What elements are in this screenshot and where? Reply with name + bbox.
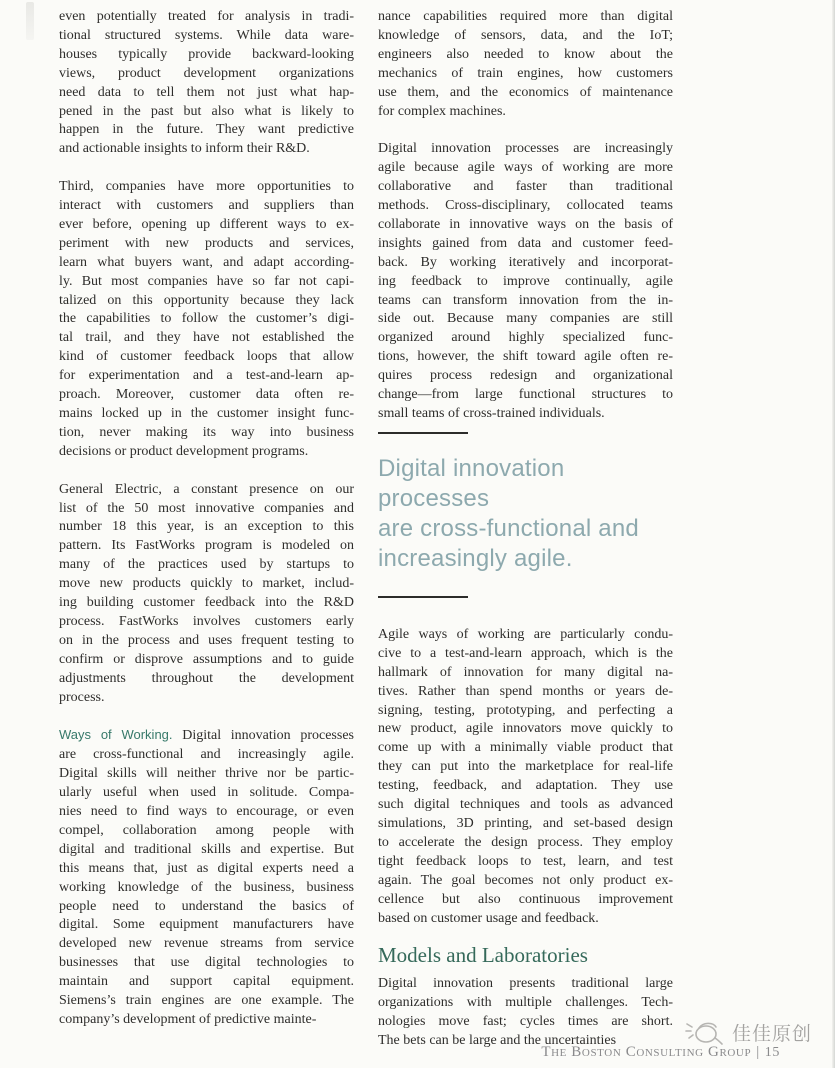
text-line: nance capabilities required more than digital [378, 9, 673, 24]
text-line: pattern. Its FastWorks program is modeled on [59, 538, 354, 554]
page-number: 15 [764, 1045, 780, 1060]
text-line: Third, companies have more opportunities to [59, 179, 354, 195]
text-line: side out. Because many companies are still [378, 311, 673, 327]
text-line: digital and traditional skills and expertise. But [59, 841, 354, 857]
text-line: talized on this opportunity because they lack [59, 292, 354, 308]
text-line: such digital techniques and tools as advanced [378, 797, 673, 813]
text-line: people need to understand the basics of [59, 898, 354, 914]
scan-artifact [26, 2, 34, 40]
publisher-line [541, 1044, 780, 1061]
pull-quote-line: Digital innovation processes [378, 454, 565, 512]
run-in-heading: Ways of Working. [59, 727, 173, 743]
section-heading: Models and Laboratories [378, 943, 588, 968]
text-line: based on customer usage and feedback. [378, 910, 599, 926]
text-line: for experimentation and a test-and-learn ap- [59, 368, 354, 384]
text-line: for complex machines. [378, 103, 506, 119]
text-line: come up with a minimally viable product that [378, 740, 673, 756]
text-line: on in the process and uses frequent testing to [59, 632, 354, 648]
right-column [378, 8, 673, 1051]
text-line: company’s development of predictive mainte- [59, 1011, 317, 1027]
text-line: nies need to find ways to encourage, or even [59, 804, 354, 820]
text-line: list of the 50 most innovative companies and [59, 500, 354, 516]
text-line: change—from large functional structures to [378, 387, 673, 403]
text-line: tives. Rather than spend months or years de- [378, 683, 673, 699]
text-line: new product, agile innovators move quickly to [378, 721, 673, 737]
text-line: the capabilities to follow the customer’s digi- [59, 311, 354, 327]
text-line: ing feedback to improve continually, agile [378, 273, 673, 289]
text-line: Ways of Working. Digital innovation processes [59, 727, 354, 744]
text-line: mains locked up in the customer insight func- [59, 406, 354, 422]
text-line: businesses that use digital technologies to [59, 955, 354, 971]
text-line: developed new revenue streams from service [59, 936, 354, 952]
text-line: collaborate in innovative ways on the basis of [378, 216, 673, 232]
text-line: mechanics of train engines, how customers [378, 65, 673, 81]
right-column-bottom [378, 975, 673, 1051]
text-line: decisions or product development programs. [59, 443, 309, 459]
text-line: ing building customer feedback into the R&D [59, 595, 354, 611]
text-line: process. [59, 689, 105, 705]
text-line: insights gained from data and customer feed- [378, 235, 673, 251]
paragraph [59, 178, 354, 462]
paragraph [378, 140, 673, 424]
paragraph [59, 726, 354, 1030]
text-line: even potentially treated for analysis in tradi- [59, 9, 354, 24]
text-line: teams can transform innovation from the in- [378, 292, 673, 308]
paragraph [378, 975, 673, 1051]
text-line: tion, never making its way into business [59, 424, 354, 440]
text-line: methods. Cross-disciplinary, collocated teams [378, 198, 673, 214]
text-line: to accelerate the design process. They employ [378, 834, 673, 850]
text-line: cive to a test-and-learn approach, which is the [378, 645, 673, 661]
left-column [59, 8, 354, 1051]
pull-quote-line: are cross-functional and [378, 514, 639, 542]
text-line: periment with new products and services, [59, 235, 354, 251]
paragraph [59, 481, 354, 708]
text-line: Digital skills will neither thrive nor be partic- [59, 766, 354, 782]
right-column-top [378, 8, 673, 424]
text-line: ly. But most companies have so far not capi- [59, 273, 354, 289]
text-line: adjustments throughout the development [59, 670, 354, 686]
text-line: organizations with multiple challenges. Tech- [378, 995, 673, 1011]
text-line: small teams of cross-trained individuals. [378, 406, 605, 422]
text-line: this means that, just as digital experts need a [59, 860, 354, 876]
text-line: number 18 this year, is an exception to this [59, 519, 354, 535]
paragraph [59, 8, 354, 159]
text-line: signing, testing, prototyping, and perfecting a [378, 702, 673, 718]
footer-separator: | [756, 1044, 760, 1060]
text-line: move new products quickly to market, includ- [59, 576, 354, 592]
text-line: engineers also needed to know about the [378, 46, 673, 62]
text-line: happen in the future. They want predictive [59, 122, 354, 138]
text-line: many of the practices used by startups to [59, 557, 354, 573]
text-line: collaborative and faster than traditional [378, 179, 673, 195]
text-line: kind of customer feedback loops that allow [59, 349, 354, 365]
text-line: maintain and support capital equipment. [59, 974, 354, 990]
text-line: quires process redesign and organizational [378, 368, 673, 384]
text-line: General Electric, a constant presence on our [59, 481, 354, 497]
pull-quote [378, 454, 673, 574]
text-line: again. The goal becomes not only product ex- [378, 872, 673, 888]
text-line: compel, collaboration among people with [59, 822, 354, 838]
pull-quote-line: increasingly agile. [378, 544, 573, 572]
text-line: nologies move fast; cycles times are short. [378, 1014, 673, 1030]
right-column-middle [378, 626, 673, 929]
paragraph [378, 8, 673, 121]
paragraph [378, 626, 673, 929]
text-line: cellence but also continuous improvement [378, 891, 673, 907]
text-line: agile because agile ways of working are more [378, 160, 673, 176]
text-line: confirm or disprove assumptions and to guide [59, 651, 354, 667]
text-line: pened in the past but also what is likely to [59, 103, 354, 119]
text-columns [59, 8, 673, 1051]
text-line: hallmark of innovation for many digital na- [378, 664, 673, 680]
text-line: proach. Moreover, customer data often re- [59, 387, 354, 403]
text-line: they can put into the marketplace for real-life [378, 759, 673, 775]
text-line: Agile ways of working are particularly condu- [378, 626, 673, 642]
text-line: Digital innovation processes are increasingly [378, 141, 673, 157]
text-line: back. By working iteratively and incorporat- [378, 254, 673, 270]
text-line: tal trail, and they have not established the [59, 330, 354, 346]
text-line: tions, however, the shift toward agile often re- [378, 349, 673, 365]
publisher-name: The Boston Consulting Group [541, 1044, 752, 1060]
text-line: knowledge of sensors, data, and the IoT; [378, 27, 673, 43]
text-line: working knowledge of the business, business [59, 879, 354, 895]
text-line: and actionable insights to inform their R&D. [59, 141, 310, 157]
text-line: ever before, opening up different ways to ex- [59, 216, 354, 232]
text-line: use them, and the economics of maintenance [378, 84, 673, 100]
watermark-logo-icon [684, 1018, 726, 1046]
text-line: need data to tell them not just what hap- [59, 84, 354, 100]
text-line: digital. Some equipment manufacturers have [59, 917, 354, 933]
text-line: process. FastWorks involves customers early [59, 613, 354, 629]
text-line: houses typically provide backward-looking [59, 46, 354, 62]
pull-quote-rule-bottom [378, 596, 468, 598]
text-line: testing, feedback, and adaptation. They use [378, 778, 673, 794]
text-line: learn what buyers want, and adapt according- [59, 254, 354, 270]
text-line: ularly useful when used in solitude. Compa- [59, 785, 354, 801]
text-line: tight feedback loops to test, learn, and test [378, 853, 673, 869]
text-line: organized around highly specialized func- [378, 330, 673, 346]
text-line: tional structured systems. While data ware- [59, 27, 354, 43]
watermark-text: 佳佳原创 [731, 1023, 812, 1045]
watermark [684, 1018, 812, 1046]
text-line: Siemens’s train engines are one example. The [59, 993, 354, 1009]
pull-quote-rule-top [378, 432, 468, 434]
text-line: simulations, 3D printing, and set-based design [378, 815, 673, 831]
text-line: Digital innovation presents traditional large [378, 976, 673, 992]
text-line: views, product development organizations [59, 65, 354, 81]
text-line: The bets can be large and the uncertainties [378, 1033, 617, 1049]
text-line: interact with customers and suppliers than [59, 198, 354, 214]
text-line: are cross-functional and increasingly agile. [59, 747, 354, 763]
